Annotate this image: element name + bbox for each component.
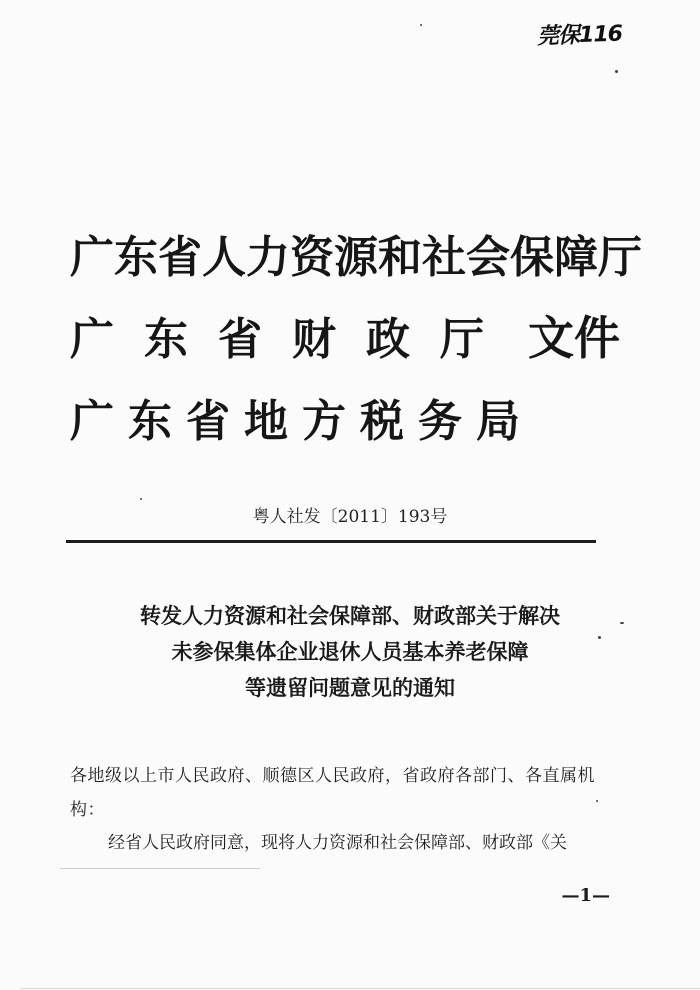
title-line: 转发人力资源和社会保障部、财政部关于解决 (140, 604, 560, 628)
issuer-name-hrss: 广东省人力资源和社会保障厅 (70, 232, 642, 283)
scan-speck (420, 24, 422, 26)
issuer-row (70, 294, 620, 376)
document-number: 粤人社发〔2011〕193号 (252, 507, 448, 527)
issuer-row (70, 376, 610, 458)
title-line: 等遗留问题意见的通知 (245, 676, 455, 700)
scan-edge-mark (20, 988, 700, 989)
issuer-name-tax: 广东省地方税务局 (70, 396, 534, 447)
document-type-label: 文件 (528, 311, 620, 365)
scan-speck (615, 70, 618, 73)
handwritten-annotation: 莞保116 (536, 21, 623, 50)
document-title (40, 598, 660, 706)
addressee: 各地级以上市人民政府、顺德区人民政府，省政府各部门、各直属机构： (70, 766, 595, 820)
issuer-row (70, 212, 642, 294)
body-paragraph: 经省人民政府同意，现将人力资源和社会保障部、财政部《关 (108, 833, 567, 853)
issuer-header (70, 212, 642, 458)
scan-speck (140, 498, 142, 500)
issuer-name-finance: 广东省财政厅 (70, 314, 514, 365)
scan-edge-mark (60, 868, 260, 869)
title-line: 未参保集体企业退休人员基本养老保障 (171, 640, 529, 664)
page-number: —1— (561, 885, 610, 906)
header-divider (66, 540, 596, 543)
